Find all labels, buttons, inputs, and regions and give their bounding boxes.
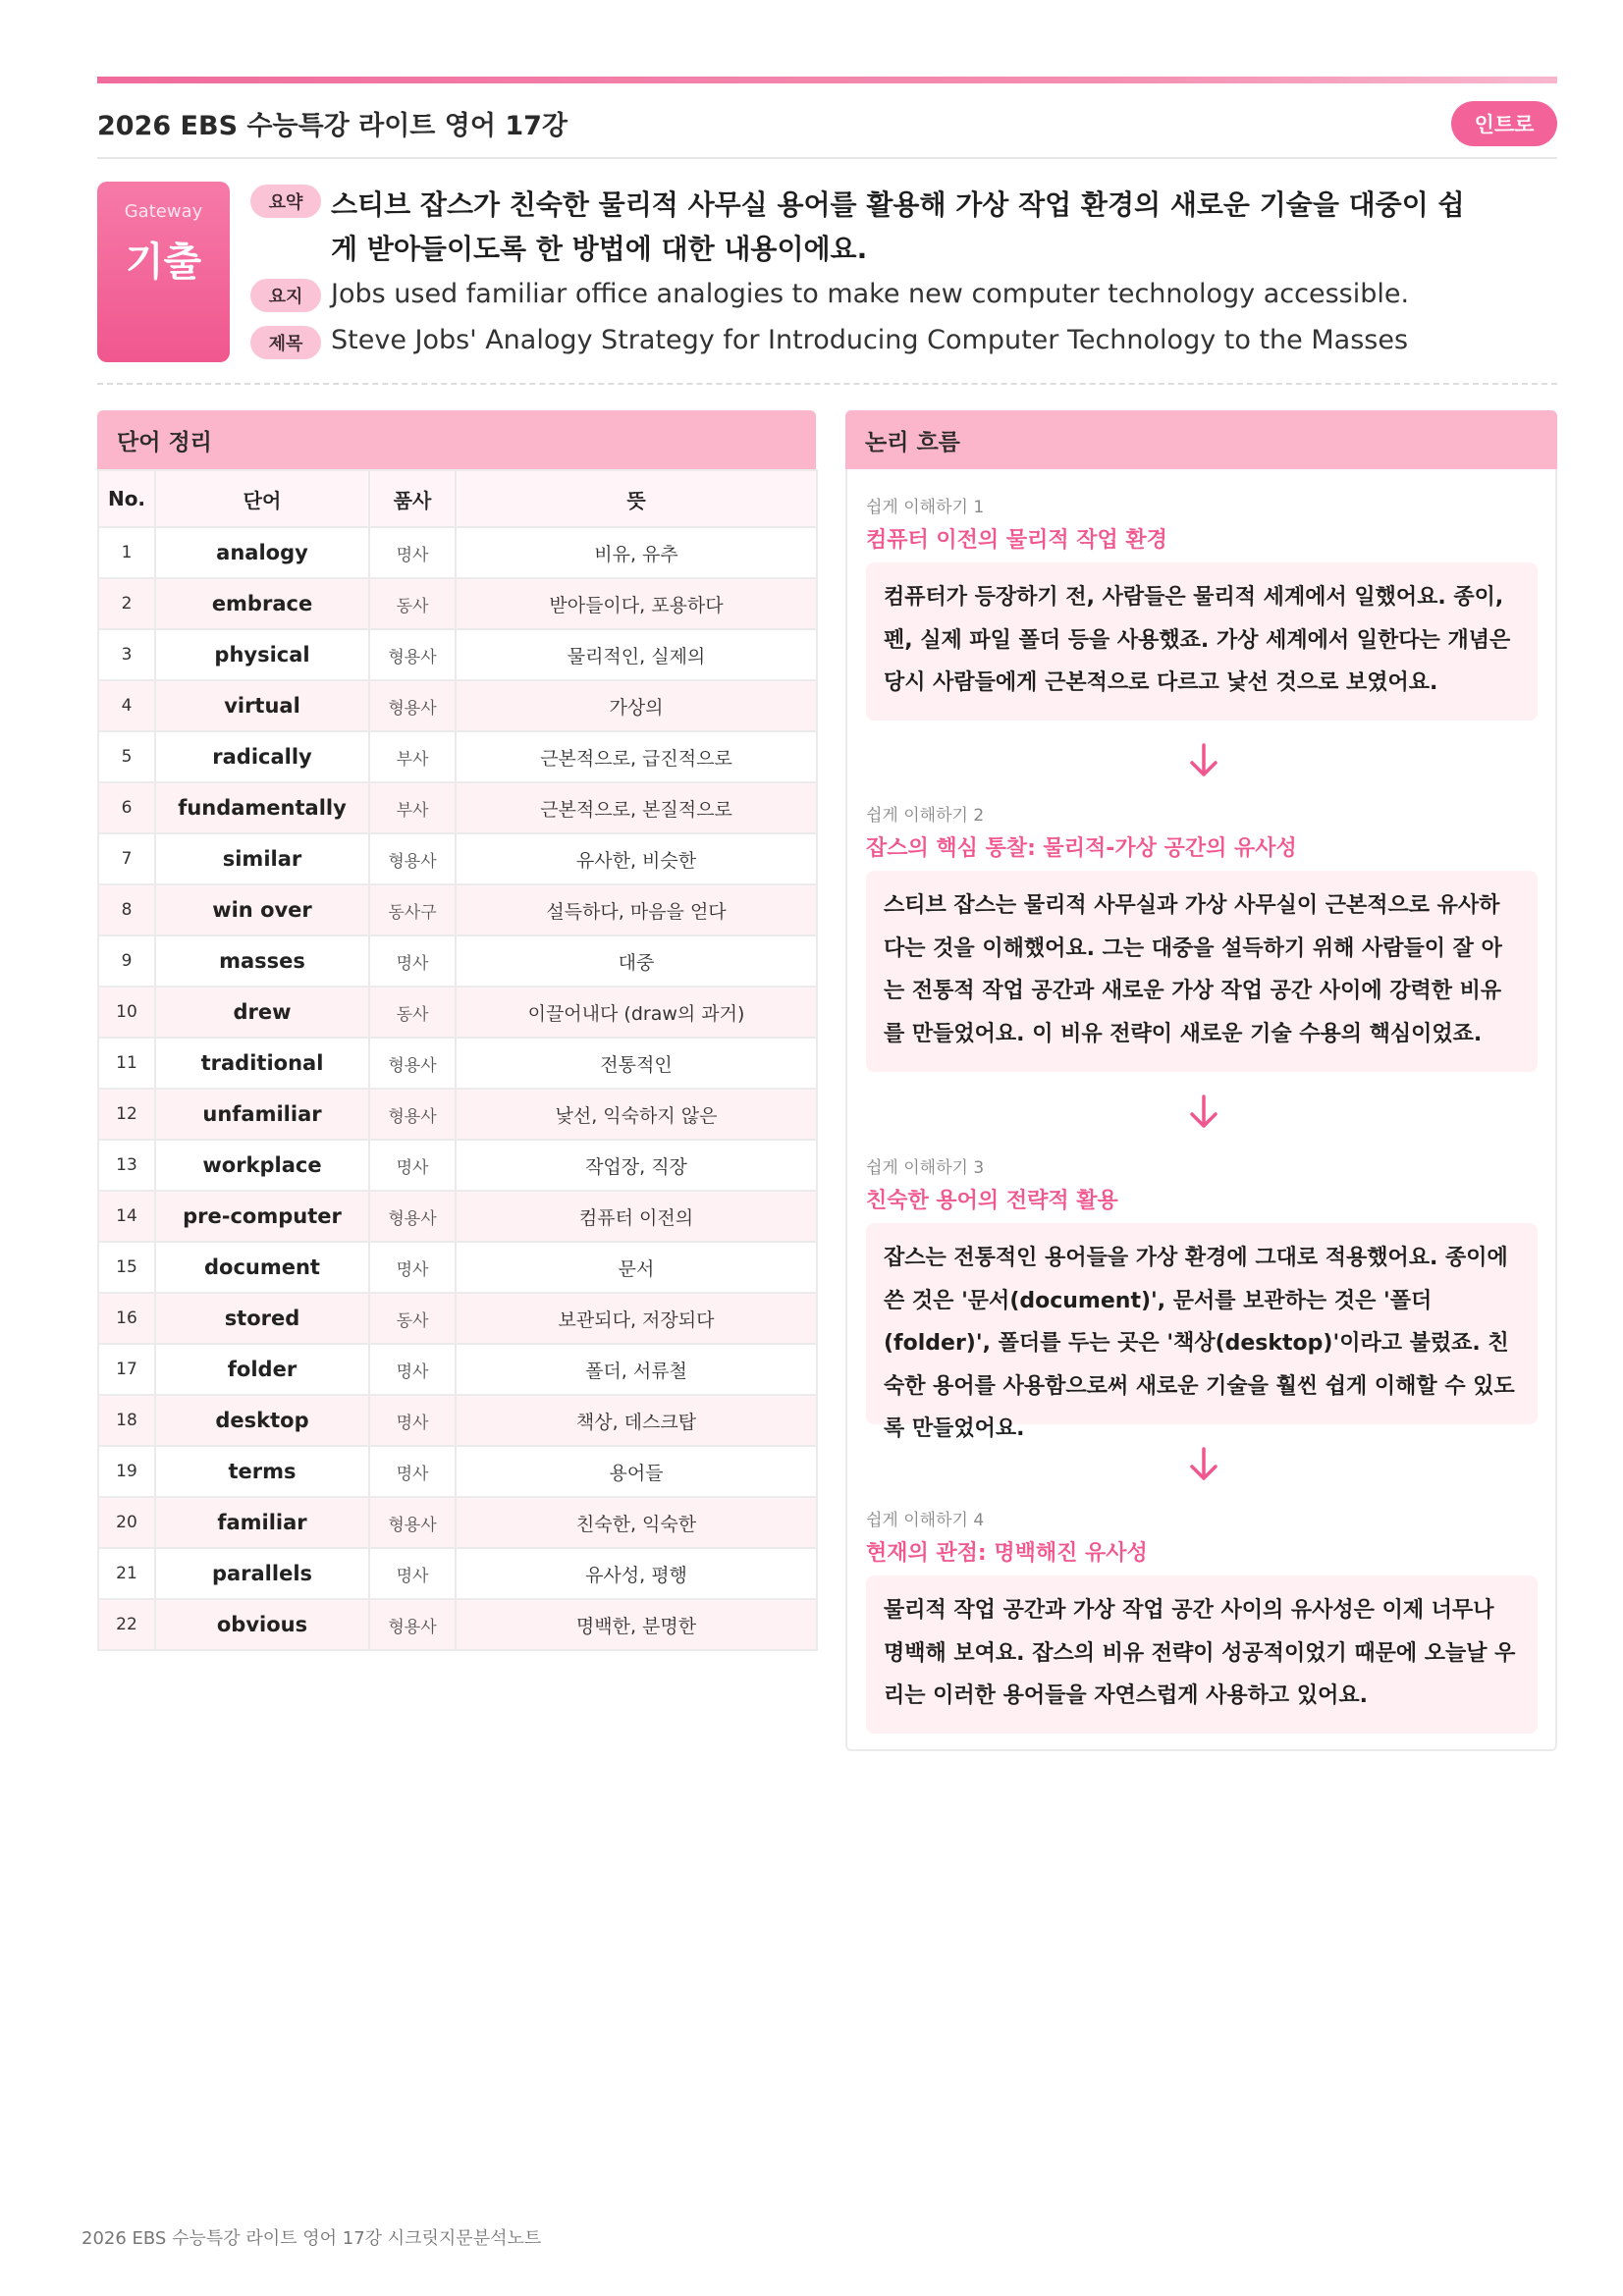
- vocab-cell-meaning: 작업장, 직장: [456, 1140, 817, 1191]
- vocab-cell-no: 19: [98, 1446, 155, 1497]
- vocab-cell-no: 9: [98, 935, 155, 987]
- summary-text: 스티브 잡스가 친숙한 물리적 사무실 용어를 활용해 가상 작업 환경의 새로운 기술을 대중이 쉽게 받아들이도록 한 방법에 대한 내용이에요.: [331, 188, 1465, 265]
- step-label: 쉽게 이해하기 2: [866, 806, 985, 826]
- vocab-cell-no: 5: [98, 731, 155, 782]
- vocab-cell-no: 1: [98, 527, 155, 578]
- vocab-cell-no: 6: [98, 782, 155, 833]
- vocab-cell-pos: 형용사: [369, 1089, 456, 1140]
- step-card: 스티브 잡스는 물리적 사무실과 가상 사무실이 근본적으로 유사하다는 것을 이해했어요. 그는 대중을 설득하기 위해 사람들이 잘 아는 전통적 작업 공간과 새로운 가상 작업 공간 사이에 강력한 비유를 만들었어요. 이 비유 전략이 새로운 기술 수용의 핵심이었죠.: [866, 871, 1538, 1072]
- vocab-cell-pos: 명사: [369, 935, 456, 987]
- vocab-cell-no: 18: [98, 1395, 155, 1446]
- gist-tag: 요지: [250, 279, 321, 312]
- vocab-cell-pos: 동사: [369, 578, 456, 629]
- vocab-cell-word: unfamiliar: [155, 1089, 369, 1140]
- vocab-cell-no: 4: [98, 680, 155, 731]
- gateway-main-label: 기출: [125, 240, 202, 285]
- table-row: [98, 1497, 817, 1548]
- vocab-cell-no: 17: [98, 1344, 155, 1395]
- table-row: [98, 1038, 817, 1089]
- table-row: [98, 527, 817, 578]
- page-title: 2026 EBS 수능특강 라이트 영어 17강: [97, 111, 568, 141]
- table-row: [98, 1344, 817, 1395]
- vocab-cell-word: virtual: [155, 680, 369, 731]
- step-card: 컴퓨터가 등장하기 전, 사람들은 물리적 세계에서 일했어요. 종이, 펜, 실제 파일 폴더 등을 사용했죠. 가상 세계에서 일한다는 개념은 당시 사람들에게 근본적으로 다르고 낯선 것으로 보였어요.: [866, 562, 1538, 721]
- vocab-cell-meaning: 낯선, 익숙하지 않은: [456, 1089, 817, 1140]
- gateway-badge: [97, 182, 230, 362]
- gateway-label: Gateway: [124, 201, 203, 222]
- table-row: [98, 884, 817, 935]
- table-row: [98, 1293, 817, 1344]
- vocab-cell-pos: 동사: [369, 987, 456, 1038]
- table-row: [98, 680, 817, 731]
- table-row: [98, 1446, 817, 1497]
- header-divider: [97, 157, 1557, 159]
- vocab-cell-pos: 형용사: [369, 629, 456, 680]
- vocab-cell-meaning: 유사한, 비슷한: [456, 833, 817, 884]
- vocab-cell-no: 21: [98, 1548, 155, 1599]
- top-accent-bar: [97, 77, 1557, 83]
- vocab-cell-no: 2: [98, 578, 155, 629]
- vocab-table: [97, 469, 818, 1651]
- vocab-cell-meaning: 책상, 데스크탑: [456, 1395, 817, 1446]
- table-row: [98, 1089, 817, 1140]
- step-card: 물리적 작업 공간과 가상 작업 공간 사이의 유사성은 이제 너무나 명백해 보여요. 잡스의 비유 전략이 성공적이었기 때문에 오늘날 우리는 이러한 용어들을 자연스럽게 사용하고 있어요.: [866, 1575, 1538, 1734]
- summary-tag: 요약: [250, 185, 321, 218]
- table-row: [98, 782, 817, 833]
- step-label: 쉽게 이해하기 1: [866, 498, 985, 517]
- table-row: [98, 731, 817, 782]
- step-title: 컴퓨터 이전의 물리적 작업 환경: [866, 528, 1167, 553]
- table-row: [98, 1242, 817, 1293]
- vocab-cell-no: 11: [98, 1038, 155, 1089]
- vocab-cell-pos: 명사: [369, 1395, 456, 1446]
- step-title: 현재의 관점: 명백해진 유사성: [866, 1541, 1148, 1566]
- vocab-cell-word: familiar: [155, 1497, 369, 1548]
- vocab-cell-meaning: 근본적으로, 급진적으로: [456, 731, 817, 782]
- vocab-header-row: [98, 470, 817, 527]
- vocab-cell-word: obvious: [155, 1599, 369, 1650]
- vocab-cell-no: 3: [98, 629, 155, 680]
- column-header-pos: 품사: [369, 470, 456, 527]
- vocab-cell-word: desktop: [155, 1395, 369, 1446]
- vocab-cell-meaning: 비유, 유추: [456, 527, 817, 578]
- vocab-cell-meaning: 폴더, 서류철: [456, 1344, 817, 1395]
- vocab-cell-pos: 명사: [369, 1548, 456, 1599]
- vocab-cell-word: analogy: [155, 527, 369, 578]
- vocab-cell-meaning: 전통적인: [456, 1038, 817, 1089]
- vocab-cell-meaning: 설득하다, 마음을 얻다: [456, 884, 817, 935]
- table-row: [98, 1395, 817, 1446]
- vocab-cell-pos: 형용사: [369, 1497, 456, 1548]
- intro-button[interactable]: 인트로: [1451, 101, 1557, 146]
- arrow-down-icon: [1186, 1445, 1221, 1484]
- step-title: 친숙한 용어의 전략적 활용: [866, 1189, 1118, 1213]
- vocab-cell-word: physical: [155, 629, 369, 680]
- vocab-cell-no: 7: [98, 833, 155, 884]
- gist-text: Jobs used familiar office analogies to make new computer technology accessible.: [331, 279, 1410, 309]
- section-divider: [97, 383, 1557, 385]
- step-title: 잡스의 핵심 통찰: 물리적-가상 공간의 유사성: [866, 836, 1297, 861]
- vocab-cell-word: masses: [155, 935, 369, 987]
- vocab-cell-no: 22: [98, 1599, 155, 1650]
- vocab-cell-meaning: 용어들: [456, 1446, 817, 1497]
- vocab-cell-pos: 동사구: [369, 884, 456, 935]
- vocab-cell-meaning: 대중: [456, 935, 817, 987]
- column-header-meaning: 뜻: [456, 470, 817, 527]
- vocab-cell-no: 15: [98, 1242, 155, 1293]
- vocab-cell-meaning: 컴퓨터 이전의: [456, 1191, 817, 1242]
- step-card: 잡스는 전통적인 용어들을 가상 환경에 그대로 적용했어요. 종이에 쓴 것은 '문서(document)', 문서를 보관하는 것은 '폴더(folder)', 폴더를 두는 곳은 '책상(desktop)'이라고 불렀죠. 친숙한 용어를 사용함으로써 새로운 기술을 훨씬 쉽게 이해할 수 있도록 만들었어요.: [866, 1223, 1538, 1424]
- column-header-no: No.: [98, 470, 155, 527]
- vocab-cell-word: drew: [155, 987, 369, 1038]
- vocab-cell-no: 16: [98, 1293, 155, 1344]
- table-row: [98, 578, 817, 629]
- vocab-cell-pos: 동사: [369, 1293, 456, 1344]
- vocab-cell-word: parallels: [155, 1548, 369, 1599]
- vocab-cell-meaning: 문서: [456, 1242, 817, 1293]
- vocab-cell-pos: 형용사: [369, 680, 456, 731]
- vocab-cell-meaning: 물리적인, 실제의: [456, 629, 817, 680]
- vocab-cell-meaning: 가상의: [456, 680, 817, 731]
- vocab-cell-pos: 명사: [369, 1344, 456, 1395]
- vocab-cell-pos: 형용사: [369, 833, 456, 884]
- table-row: [98, 1140, 817, 1191]
- vocab-cell-meaning: 명백한, 분명한: [456, 1599, 817, 1650]
- vocab-cell-no: 12: [98, 1089, 155, 1140]
- vocab-cell-word: pre-computer: [155, 1191, 369, 1242]
- vocab-cell-pos: 명사: [369, 527, 456, 578]
- vocab-cell-meaning: 받아들이다, 포용하다: [456, 578, 817, 629]
- footer-text: 2026 EBS 수능특강 라이트 영어 17강 시크릿지문분석노트: [81, 2228, 542, 2249]
- vocab-cell-pos: 명사: [369, 1446, 456, 1497]
- step-label: 쉽게 이해하기 4: [866, 1511, 985, 1530]
- vocab-cell-word: stored: [155, 1293, 369, 1344]
- vocab-cell-pos: 부사: [369, 731, 456, 782]
- vocab-cell-pos: 형용사: [369, 1038, 456, 1089]
- vocab-cell-pos: 형용사: [369, 1191, 456, 1242]
- vocab-cell-word: win over: [155, 884, 369, 935]
- vocab-cell-word: traditional: [155, 1038, 369, 1089]
- table-row: [98, 1191, 817, 1242]
- vocab-cell-word: fundamentally: [155, 782, 369, 833]
- vocab-cell-no: 20: [98, 1497, 155, 1548]
- vocab-cell-meaning: 이끌어내다 (draw의 과거): [456, 987, 817, 1038]
- vocab-cell-word: embrace: [155, 578, 369, 629]
- vocab-cell-word: workplace: [155, 1140, 369, 1191]
- arrow-down-icon: [1186, 741, 1221, 780]
- vocab-cell-word: document: [155, 1242, 369, 1293]
- vocab-cell-word: radically: [155, 731, 369, 782]
- column-header-word: 단어: [155, 470, 369, 527]
- table-row: [98, 935, 817, 987]
- vocab-cell-no: 10: [98, 987, 155, 1038]
- arrow-down-icon: [1186, 1093, 1221, 1132]
- vocab-cell-no: 14: [98, 1191, 155, 1242]
- vocab-panel-heading: 단어 정리: [97, 410, 816, 469]
- vocab-cell-pos: 명사: [369, 1242, 456, 1293]
- vocab-cell-word: terms: [155, 1446, 369, 1497]
- table-row: [98, 629, 817, 680]
- title-text: Steve Jobs' Analogy Strategy for Introducing Computer Technology to the Masses: [331, 325, 1409, 355]
- vocab-cell-meaning: 유사성, 평행: [456, 1548, 817, 1599]
- table-row: [98, 987, 817, 1038]
- vocab-cell-meaning: 근본적으로, 본질적으로: [456, 782, 817, 833]
- table-row: [98, 833, 817, 884]
- table-row: [98, 1599, 817, 1650]
- vocab-cell-no: 13: [98, 1140, 155, 1191]
- vocab-cell-pos: 부사: [369, 782, 456, 833]
- vocab-cell-word: folder: [155, 1344, 369, 1395]
- step-label: 쉽게 이해하기 3: [866, 1158, 985, 1178]
- vocab-cell-pos: 명사: [369, 1140, 456, 1191]
- vocab-cell-no: 8: [98, 884, 155, 935]
- flow-panel-heading: 논리 흐름: [845, 410, 1557, 469]
- vocab-cell-word: similar: [155, 833, 369, 884]
- table-row: [98, 1548, 817, 1599]
- title-tag: 제목: [250, 326, 321, 359]
- vocab-cell-meaning: 보관되다, 저장되다: [456, 1293, 817, 1344]
- vocab-cell-meaning: 친숙한, 익숙한: [456, 1497, 817, 1548]
- vocab-cell-pos: 형용사: [369, 1599, 456, 1650]
